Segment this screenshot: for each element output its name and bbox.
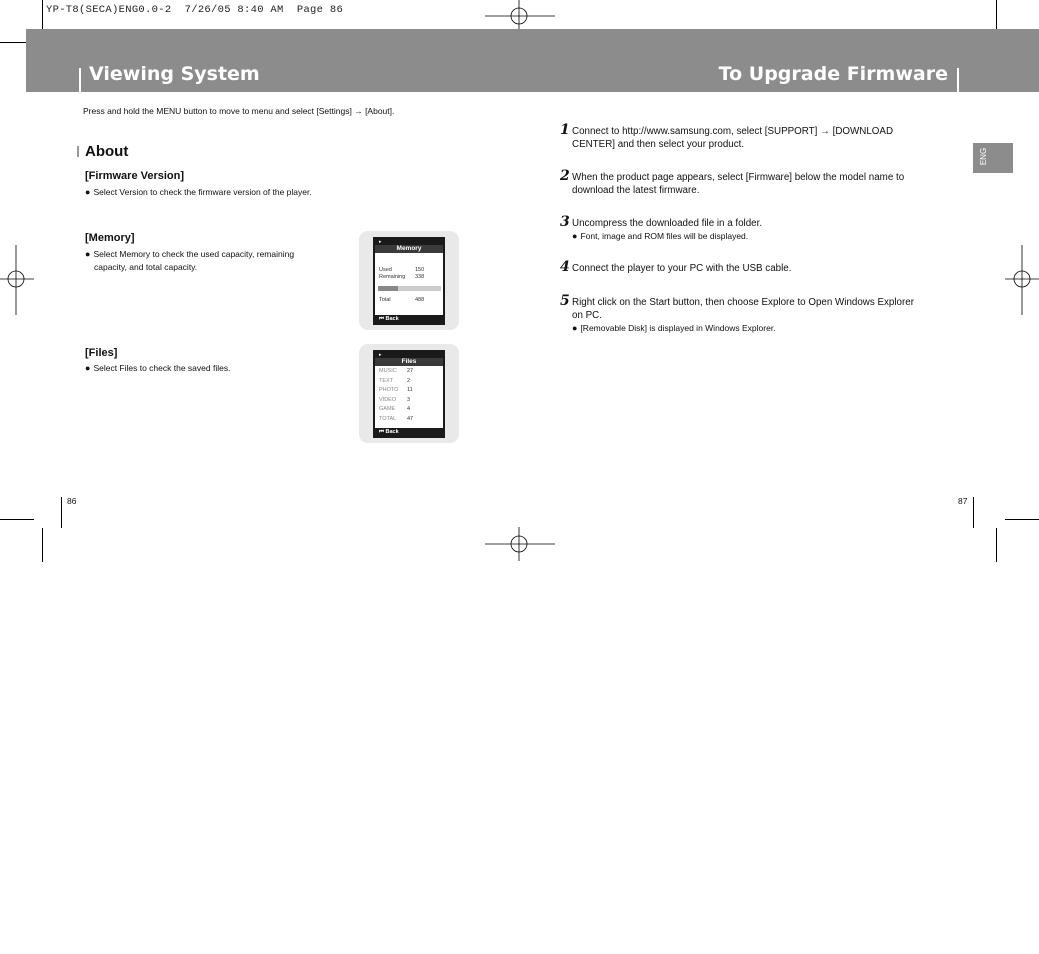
row-label: VIDEO bbox=[379, 397, 397, 403]
step-text: Connect the player to your PC with the USB cable. bbox=[572, 263, 792, 274]
memory-row-used bbox=[379, 267, 439, 273]
title-accent-bar bbox=[79, 68, 81, 92]
memory-screen-title: Memory bbox=[375, 245, 443, 253]
right-page-number: 87 bbox=[958, 496, 968, 506]
files-row bbox=[379, 387, 439, 393]
section-title: About bbox=[85, 143, 129, 160]
files-row bbox=[379, 406, 439, 412]
crop-mark bbox=[1005, 519, 1039, 520]
memory-usage-bar bbox=[378, 286, 441, 291]
files-row bbox=[379, 378, 439, 384]
files-row bbox=[379, 397, 439, 403]
row-label: MUSIC bbox=[379, 368, 397, 374]
screen-back-bar: ⏮ Back bbox=[375, 428, 443, 436]
registration-mark-left bbox=[0, 245, 34, 315]
language-tab-label: ENG bbox=[979, 147, 989, 166]
files-screen bbox=[373, 350, 445, 438]
crop-mark bbox=[996, 528, 997, 562]
row-label: PHOTO bbox=[379, 387, 399, 393]
row-value: 4 bbox=[407, 406, 411, 412]
crop-mark bbox=[42, 528, 43, 562]
files-text: ● Select Files to check the saved files. bbox=[85, 363, 230, 373]
screen-status-bar: ▸ bbox=[375, 352, 443, 358]
step-number: 4 bbox=[560, 259, 570, 275]
row-value: 338 bbox=[415, 274, 425, 280]
step-text: When the product page appears, select [Firmware] below the model name to bbox=[572, 172, 905, 183]
print-slug: YP-T8(SECA)ENG0.0-2 7/26/05 8:40 AM Page 86 bbox=[46, 4, 344, 16]
row-value: 488 bbox=[415, 297, 425, 303]
step-number: 5 bbox=[560, 293, 570, 309]
memory-heading: [Memory] bbox=[85, 232, 135, 244]
step-note: ● Font, image and ROM files will be displayed. bbox=[572, 231, 748, 241]
row-label: TEXT bbox=[379, 378, 394, 384]
back-label: Back bbox=[385, 316, 399, 322]
files-screen-title: Files bbox=[375, 358, 443, 366]
files-device-illustration bbox=[359, 344, 459, 443]
screen-status-bar: ▸ bbox=[375, 239, 443, 245]
title-accent-bar bbox=[957, 68, 959, 92]
registration-mark-bottom bbox=[485, 527, 555, 561]
language-tab bbox=[973, 143, 1013, 173]
memory-device-illustration bbox=[359, 231, 459, 330]
row-label: Remaining bbox=[379, 274, 406, 280]
step-text-cont: CENTER] and then select your product. bbox=[572, 139, 745, 150]
row-value: 47 bbox=[407, 416, 414, 422]
step-number: 3 bbox=[560, 214, 570, 230]
step-note: ● [Removable Disk] is displayed in Windows Explorer. bbox=[572, 323, 776, 333]
right-page-title: To Upgrade Firmware bbox=[718, 63, 948, 85]
row-label: Total bbox=[379, 297, 391, 303]
files-row bbox=[379, 368, 439, 374]
step-text-cont: on PC. bbox=[572, 310, 602, 321]
step-text-cont: download the latest firmware. bbox=[572, 185, 700, 196]
firmware-heading: [Firmware Version] bbox=[85, 170, 185, 182]
memory-text-cont: capacity, and total capacity. bbox=[94, 262, 198, 272]
files-heading: [Files] bbox=[85, 347, 118, 359]
step-text: Uncompress the downloaded file in a folder. bbox=[572, 218, 763, 229]
back-label: Back bbox=[385, 429, 399, 435]
step-text: Connect to http://www.samsung.com, select [SUPPORT] → [DOWNLOAD bbox=[572, 126, 894, 137]
files-row bbox=[379, 416, 439, 422]
memory-usage-fill bbox=[378, 286, 398, 291]
memory-row-remaining bbox=[379, 274, 439, 280]
step-number: 1 bbox=[560, 122, 570, 138]
row-value: 11 bbox=[407, 387, 413, 393]
firmware-text: ● Select Version to check the firmware version of the player. bbox=[85, 187, 312, 197]
screen-back-bar: ⏮ Back bbox=[375, 315, 443, 323]
memory-row-total bbox=[379, 297, 439, 303]
row-label: GAME bbox=[379, 406, 396, 412]
intro-text: Press and hold the MENU button to move to menu and select [Settings] → [About]. bbox=[83, 106, 395, 116]
row-value: 27 bbox=[407, 368, 414, 374]
memory-text: ● Select Memory to check the used capacity, remaining bbox=[85, 249, 294, 259]
memory-screen bbox=[373, 237, 445, 325]
row-label: Used bbox=[379, 267, 392, 273]
row-label: TOTAL bbox=[379, 416, 397, 422]
step-text: Right click on the Start button, then choose Explore to Open Windows Explorer bbox=[572, 297, 914, 308]
step-number: 2 bbox=[560, 168, 570, 184]
registration-mark-right bbox=[1005, 245, 1039, 315]
left-page-number: 86 bbox=[67, 496, 77, 506]
section-marker bbox=[77, 146, 79, 157]
crop-mark bbox=[61, 497, 62, 528]
row-value: 3 bbox=[407, 397, 411, 403]
row-value: 2 bbox=[407, 378, 411, 384]
crop-mark bbox=[973, 497, 974, 528]
crop-mark bbox=[0, 519, 34, 520]
row-value: 150 bbox=[415, 267, 425, 273]
left-page-title: Viewing System bbox=[89, 63, 260, 85]
